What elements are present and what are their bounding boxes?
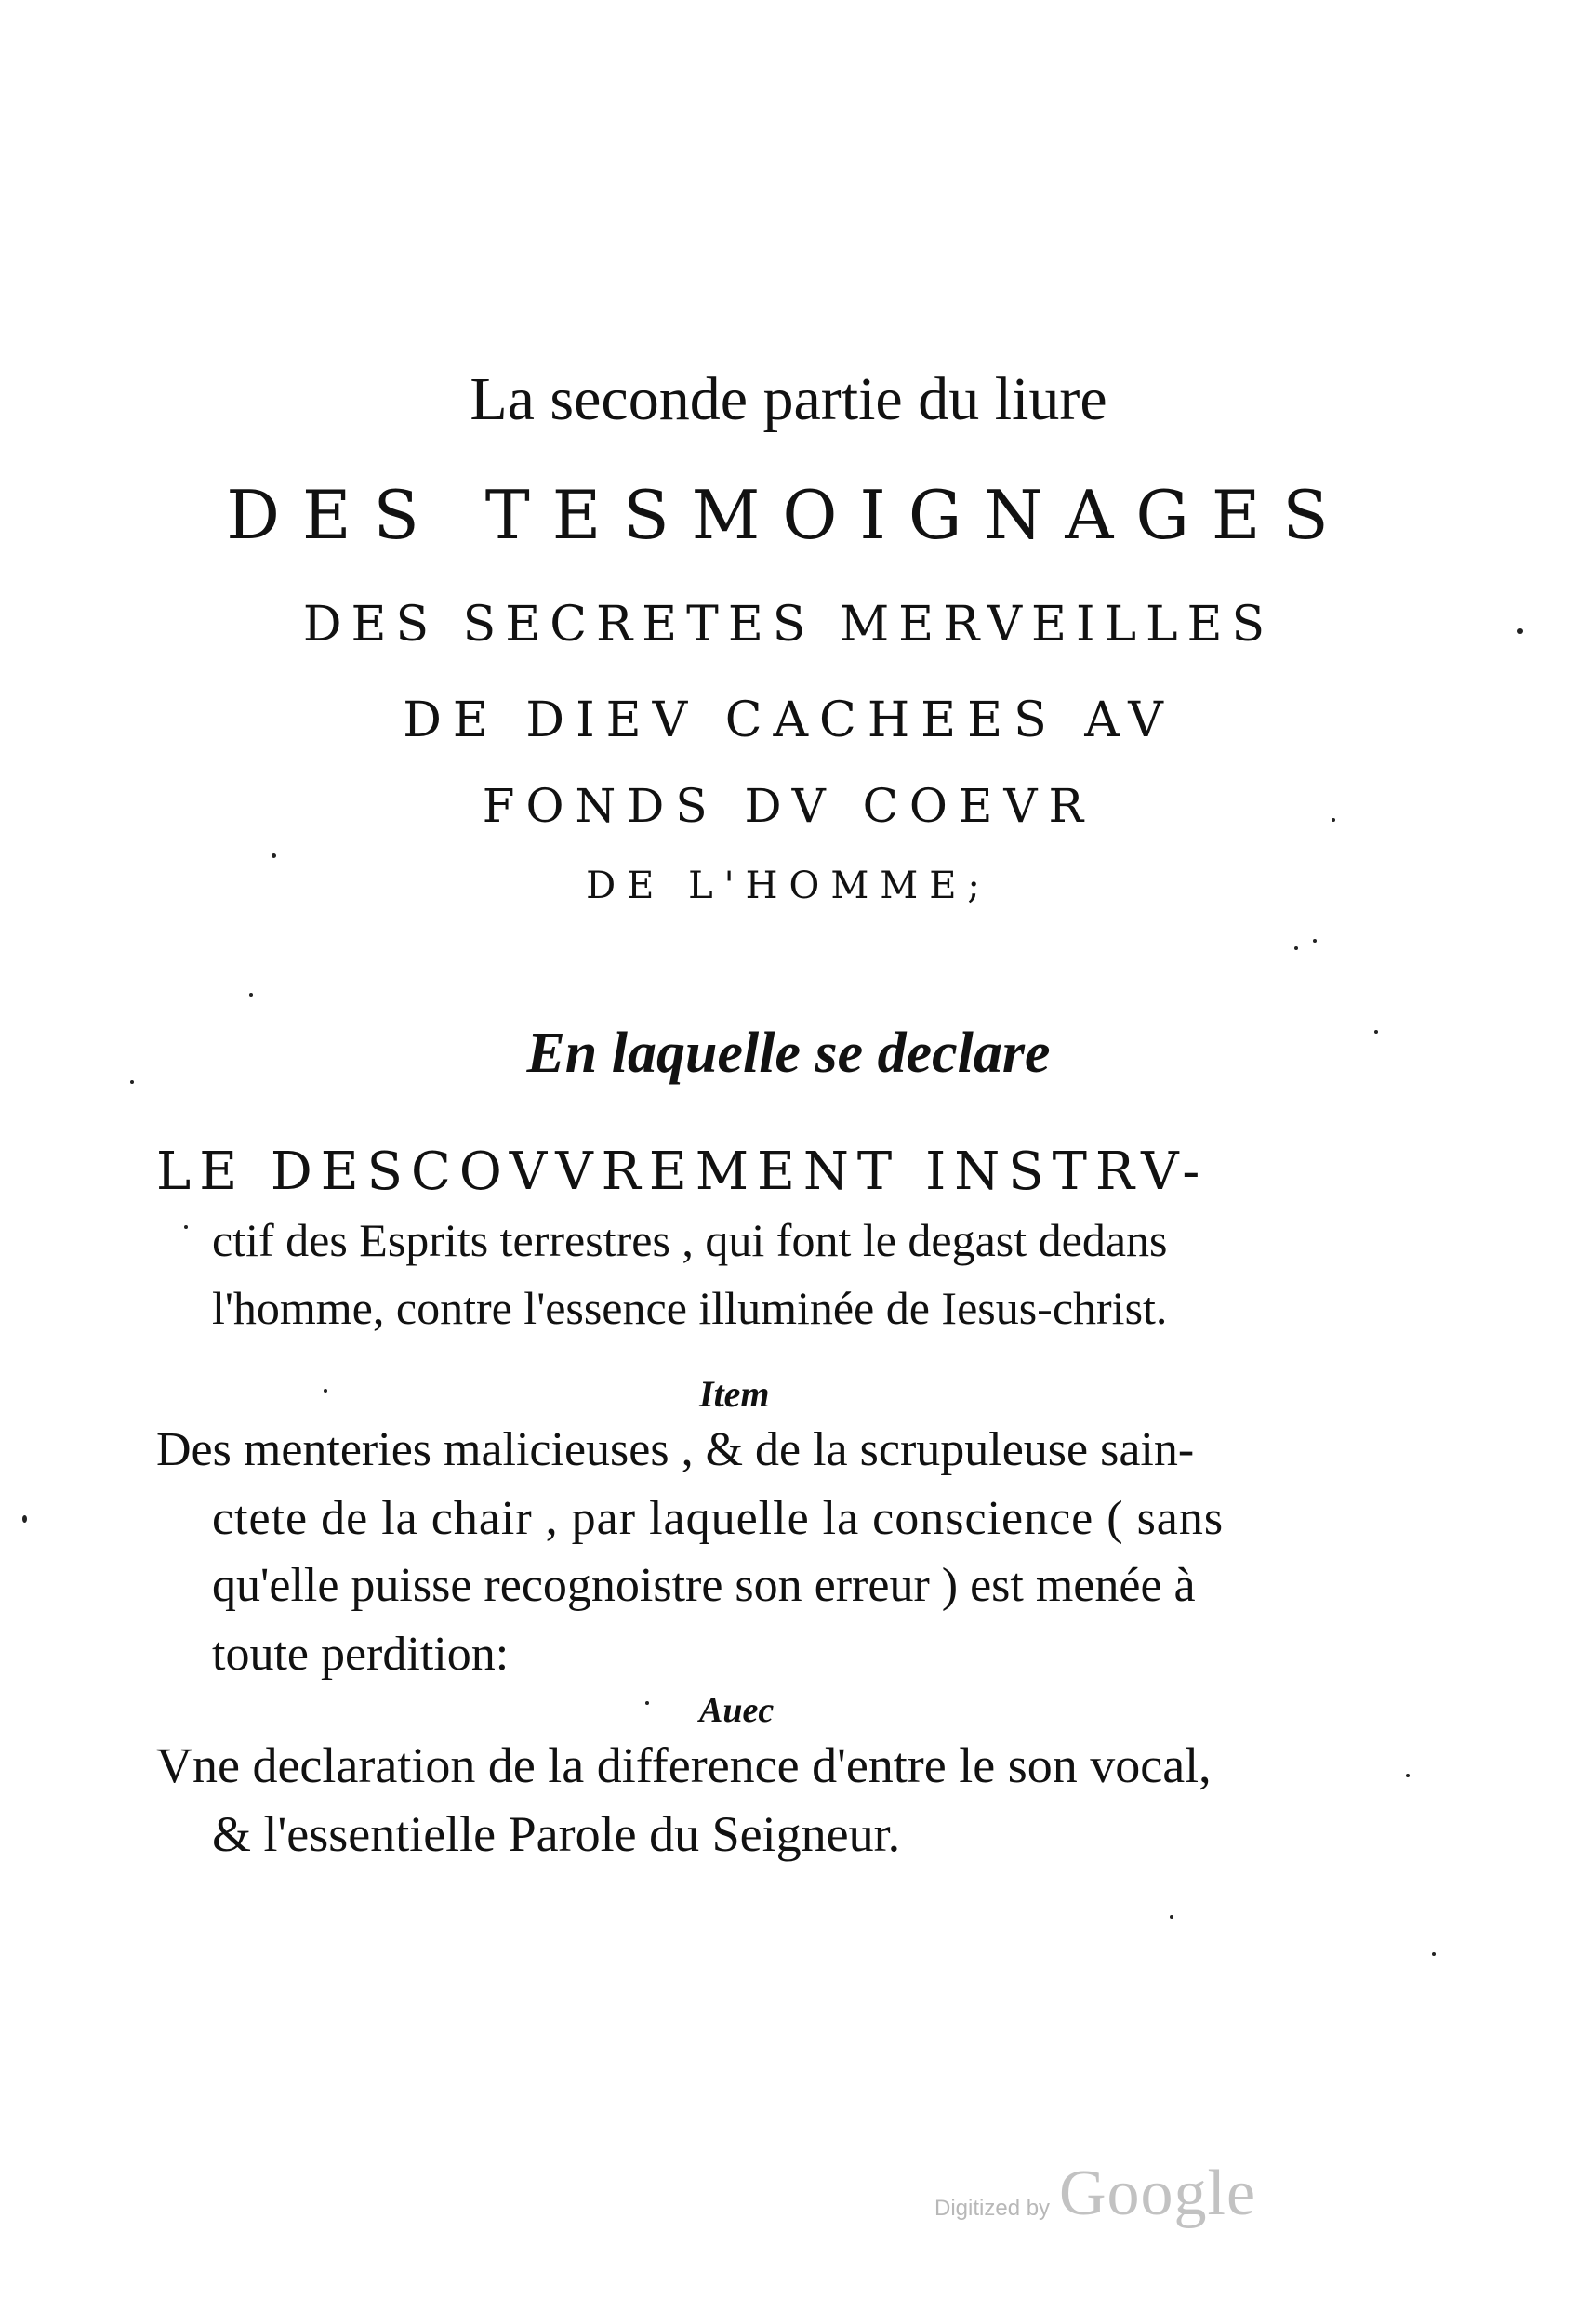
digitized-watermark bbox=[934, 2157, 1306, 2240]
para2-line-3: qu'elle puisse recognoistre son erreur ) est menée à bbox=[212, 1559, 1196, 1612]
para2-line-4: toute perdition: bbox=[212, 1628, 510, 1681]
title-line-3: DES SECRETES MERVEILLES bbox=[302, 597, 1275, 653]
scan-speck bbox=[1406, 1774, 1410, 1777]
auec-label: Auec bbox=[699, 1691, 775, 1730]
para2-line-1: Des menteries malicieuses , & de la scrupuleuse sain- bbox=[156, 1423, 1195, 1476]
title-line-1: La seconde partie du liure bbox=[470, 365, 1107, 433]
scan-speck bbox=[1374, 1030, 1378, 1034]
title-line-6: DE L'HOMME; bbox=[586, 865, 991, 907]
scan-speck bbox=[130, 1080, 134, 1084]
scan-speck bbox=[1517, 628, 1523, 634]
scan-speck bbox=[645, 1701, 649, 1705]
digitized-by-text: Digitized by bbox=[934, 2196, 1051, 2221]
title-line-5: FONDS DV COEVR bbox=[482, 779, 1095, 833]
title-line-2: DES TESMOIGNAGES bbox=[226, 476, 1351, 554]
scan-speck bbox=[1294, 946, 1298, 950]
para1-line-2: ctif des Esprits terrestres , qui font le degast dedans bbox=[212, 1214, 1168, 1266]
scan-speck bbox=[324, 1389, 327, 1393]
scan-speck bbox=[1170, 1915, 1173, 1919]
scan-speck bbox=[272, 853, 276, 858]
scan-speck bbox=[1332, 818, 1335, 822]
scan-speck bbox=[22, 1515, 27, 1523]
para3-line-1: Vne declaration de la difference d'entre le son vocal, bbox=[156, 1737, 1212, 1793]
para2-line-2: ctete de la chair , par laquelle la conscience ( sans bbox=[212, 1492, 1225, 1545]
scan-speck bbox=[249, 993, 253, 997]
item-label: Item bbox=[699, 1373, 770, 1415]
scan-speck bbox=[1432, 1952, 1436, 1956]
para3-line-2: & l'essentielle Parole du Seigneur. bbox=[212, 1806, 901, 1862]
subheading: En laquelle se declare bbox=[526, 1022, 1051, 1085]
google-logo: Google bbox=[1059, 2158, 1257, 2229]
scan-speck bbox=[184, 1225, 188, 1229]
title-line-4: DE DIEV CACHEES AV bbox=[403, 693, 1174, 748]
para1-line-1: LE DESCOVVREMENT INSTRV- bbox=[156, 1142, 1209, 1202]
scan-speck bbox=[1313, 939, 1317, 943]
para1-line-3: l'homme, contre l'essence illuminée de Iesus-christ. bbox=[212, 1282, 1168, 1334]
